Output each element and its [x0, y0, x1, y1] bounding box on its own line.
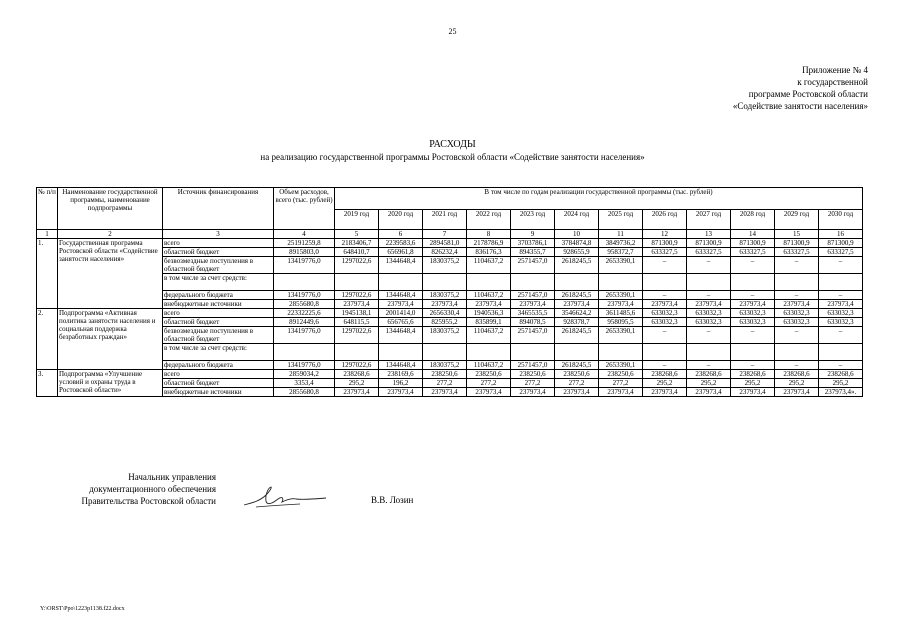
total-volume: 13419776,0 — [274, 327, 335, 344]
header-year: 2020 год — [379, 210, 423, 230]
year-value: 1344648,4 — [379, 327, 423, 344]
year-value: 1830375,2 — [423, 327, 467, 344]
year-value: 2653390,1 — [599, 361, 643, 370]
year-value: 277,2 — [467, 379, 511, 388]
year-value: 928378,7 — [555, 318, 599, 327]
year-value: 871300,9 — [643, 239, 687, 248]
year-value: – — [775, 291, 819, 300]
year-value: 237973,4 — [555, 300, 599, 309]
column-number: 14 — [731, 230, 775, 239]
funding-source: областной бюджет — [163, 379, 274, 388]
column-number: 9 — [511, 230, 555, 239]
table-row — [37, 239, 863, 248]
column-number: 1 — [37, 230, 58, 239]
year-value: 237973,4 — [599, 388, 643, 397]
year-value: 237973,4 — [599, 300, 643, 309]
funding-source: областной бюджет — [163, 318, 274, 327]
year-value — [511, 274, 555, 291]
year-value: 1830375,2 — [423, 257, 467, 274]
year-value: 958095,5 — [599, 318, 643, 327]
year-value: 633032,3 — [731, 318, 775, 327]
year-value: 871300,9 — [687, 239, 731, 248]
year-value: 238268,6 — [731, 370, 775, 379]
year-value: 1830375,2 — [423, 361, 467, 370]
year-value: 633327,5 — [819, 248, 863, 257]
total-volume: 13419776,0 — [274, 361, 335, 370]
year-value: 2571457,0 — [511, 291, 555, 300]
column-number: 4 — [274, 230, 335, 239]
column-number: 16 — [819, 230, 863, 239]
funding-source: безвозмездные поступления в областной бюджет — [163, 257, 274, 274]
funding-source: внебюджетные источники — [163, 388, 274, 397]
funding-source: безвозмездные поступления в областной бюджет — [163, 327, 274, 344]
year-value: 295,2 — [819, 379, 863, 388]
column-number: 5 — [335, 230, 379, 239]
year-value — [599, 344, 643, 361]
year-value: – — [643, 291, 687, 300]
year-value — [599, 274, 643, 291]
position-line: Правительства Ростовской области — [81, 496, 216, 506]
year-value — [819, 274, 863, 291]
total-volume: 3353,4 — [274, 379, 335, 388]
header-year: 2019 год — [335, 210, 379, 230]
column-number: 7 — [423, 230, 467, 239]
year-value: – — [819, 327, 863, 344]
year-value: – — [643, 257, 687, 274]
year-value: 295,2 — [775, 379, 819, 388]
year-value: 633327,5 — [731, 248, 775, 257]
year-value: 1940536,3 — [467, 309, 511, 318]
year-value: 1945138,1 — [335, 309, 379, 318]
year-value: 237973,4 — [511, 300, 555, 309]
row-number: 2. — [37, 309, 58, 370]
appendix-heading — [648, 64, 868, 112]
year-value — [643, 344, 687, 361]
year-value: 237973,4 — [775, 300, 819, 309]
year-value: 238250,6 — [599, 370, 643, 379]
year-value: – — [775, 257, 819, 274]
position-line: Начальник управления — [128, 472, 216, 482]
header-year: 2024 год — [555, 210, 599, 230]
year-value: 633032,3 — [643, 309, 687, 318]
year-value: 3849736,2 — [599, 239, 643, 248]
column-number: 8 — [467, 230, 511, 239]
funding-source: областной бюджет — [163, 248, 274, 257]
year-value: 2656330,4 — [423, 309, 467, 318]
funding-source: всего — [163, 309, 274, 318]
expenditure-table — [36, 187, 863, 397]
year-value: 633327,5 — [687, 248, 731, 257]
funding-source: всего — [163, 370, 274, 379]
year-value: 237973,4 — [511, 388, 555, 397]
year-value: 295,2 — [643, 379, 687, 388]
total-volume: 22332225,6 — [274, 309, 335, 318]
year-value: 238268,6 — [775, 370, 819, 379]
year-value: 238250,6 — [555, 370, 599, 379]
column-number: 3 — [163, 230, 274, 239]
year-value: 196,2 — [379, 379, 423, 388]
year-value: 3784874,8 — [555, 239, 599, 248]
year-value — [511, 344, 555, 361]
year-value: 1344648,4 — [379, 257, 423, 274]
appendix-line: «Содействие занятости населения» — [732, 101, 868, 111]
document-subtitle: на реализацию государственной программы Ростовской области «Содействие занятости населения» — [260, 152, 645, 162]
year-value: 237973,4 — [467, 388, 511, 397]
year-value: 2618245,5 — [555, 257, 599, 274]
year-value: 2571457,0 — [511, 327, 555, 344]
column-number: 6 — [379, 230, 423, 239]
year-value: 3546624,2 — [555, 309, 599, 318]
year-value — [819, 344, 863, 361]
year-value: 237973,4 — [467, 300, 511, 309]
program-name: Подпрограмма «Активная политика занятости населения и социальная поддержка безработных граждан» — [58, 309, 163, 370]
header-year: 2026 год — [643, 210, 687, 230]
year-value: 871300,9 — [819, 239, 863, 248]
table-row — [37, 309, 863, 318]
year-value — [555, 344, 599, 361]
year-value: 2618245,5 — [555, 327, 599, 344]
column-number: 12 — [643, 230, 687, 239]
year-value: 633327,5 — [643, 248, 687, 257]
funding-source: в том числе за счет средств: — [163, 344, 274, 361]
year-value: 238169,6 — [379, 370, 423, 379]
year-value: 871300,9 — [731, 239, 775, 248]
year-value — [467, 274, 511, 291]
year-value: 295,2 — [335, 379, 379, 388]
total-volume — [274, 274, 335, 291]
year-value: 237973,4 — [423, 300, 467, 309]
year-value: 277,2 — [555, 379, 599, 388]
year-value — [731, 274, 775, 291]
year-value: 237973,4 — [555, 388, 599, 397]
appendix-line: программе Ростовской области — [748, 89, 868, 99]
year-value: 237973,4 — [643, 300, 687, 309]
year-value — [423, 344, 467, 361]
document-title: РАСХОДЫ — [429, 139, 476, 150]
year-value — [775, 344, 819, 361]
year-value: 648115,5 — [335, 318, 379, 327]
year-value: 237973,4 — [643, 388, 687, 397]
year-value — [775, 274, 819, 291]
year-value: 836176,3 — [467, 248, 511, 257]
year-value: 1297022,6 — [335, 361, 379, 370]
header-volume: Объем расходов, всего (тыс. рублей) — [274, 188, 335, 230]
year-value: – — [687, 327, 731, 344]
year-value: 633032,3 — [775, 309, 819, 318]
year-value: 3611485,6 — [599, 309, 643, 318]
funding-source: всего — [163, 239, 274, 248]
year-value: 237973,4 — [379, 300, 423, 309]
header-year: 2021 год — [423, 210, 467, 230]
year-value: 1104637,2 — [467, 257, 511, 274]
row-number: 3. — [37, 370, 58, 397]
total-volume: 8912449,6 — [274, 318, 335, 327]
year-value: 237973,4 — [687, 388, 731, 397]
year-value — [379, 344, 423, 361]
page-number: 25 — [448, 27, 457, 36]
year-value: 237973,4 — [819, 300, 863, 309]
appendix-line: Приложение № 4 — [802, 65, 868, 75]
year-value: 237973,4 — [731, 300, 775, 309]
year-value: 2571457,0 — [511, 257, 555, 274]
year-value: 826232,4 — [423, 248, 467, 257]
column-number: 15 — [775, 230, 819, 239]
file-path: Y:\ORST\Ppo\1223p1138.f22.docx — [40, 606, 125, 612]
header-name: Наименование государственной программы, наименование подпрограммы — [58, 188, 163, 230]
header-year: 2030 год — [819, 210, 863, 230]
header-years-caption: В том числе по годам реализации государственной программы (тыс. рублей) — [335, 188, 863, 210]
year-value: 1104637,2 — [467, 327, 511, 344]
column-number: 2 — [58, 230, 163, 239]
year-value: 295,2 — [687, 379, 731, 388]
year-value: 656961,8 — [379, 248, 423, 257]
year-value: 1344648,4 — [379, 361, 423, 370]
year-value: 238268,6 — [335, 370, 379, 379]
year-value: 237973,4 — [379, 388, 423, 397]
year-value: 928655,9 — [555, 248, 599, 257]
appendix-line: к государственной — [797, 77, 868, 87]
year-value: – — [643, 327, 687, 344]
year-value: 2653390,1 — [599, 327, 643, 344]
header-num: № п/п — [37, 188, 58, 230]
year-value: 1104637,2 — [467, 361, 511, 370]
year-value — [687, 274, 731, 291]
program-name: Подпрограмма «Улучшение условий и охраны труда в Ростовской области» — [58, 370, 163, 397]
year-value: 237973,4 — [687, 300, 731, 309]
column-number: 10 — [555, 230, 599, 239]
year-value — [643, 274, 687, 291]
year-value: 2239583,6 — [379, 239, 423, 248]
year-value — [687, 344, 731, 361]
year-value: 2618245,5 — [555, 361, 599, 370]
year-value — [555, 274, 599, 291]
year-value: – — [643, 361, 687, 370]
year-value: 633032,3 — [643, 318, 687, 327]
year-value: 237973,4». — [819, 388, 863, 397]
year-value: 1297022,6 — [335, 291, 379, 300]
year-value: 835899,1 — [467, 318, 511, 327]
handwritten-signature — [238, 483, 348, 517]
year-value: 633032,3 — [731, 309, 775, 318]
year-value: – — [731, 291, 775, 300]
year-value: – — [687, 291, 731, 300]
year-value: 1297022,6 — [335, 257, 379, 274]
year-value: 2653390,1 — [599, 257, 643, 274]
total-volume: 2859034,2 — [274, 370, 335, 379]
year-value: – — [731, 327, 775, 344]
funding-source: федерального бюджета — [163, 361, 274, 370]
year-value: 238268,6 — [687, 370, 731, 379]
year-value — [423, 274, 467, 291]
year-value: 1297022,6 — [335, 327, 379, 344]
year-value: 3703786,1 — [511, 239, 555, 248]
year-value — [467, 344, 511, 361]
year-value: 1104637,2 — [467, 291, 511, 300]
year-value: 3465535,5 — [511, 309, 555, 318]
year-value: – — [731, 361, 775, 370]
header-year: 2022 год — [467, 210, 511, 230]
signature-position — [46, 471, 216, 507]
year-value: 238250,6 — [423, 370, 467, 379]
year-value: 1344648,4 — [379, 291, 423, 300]
year-value: 238250,6 — [467, 370, 511, 379]
year-value: 871300,9 — [775, 239, 819, 248]
row-number: 1. — [37, 239, 58, 309]
column-number: 13 — [687, 230, 731, 239]
year-value — [379, 274, 423, 291]
year-value: 237973,4 — [423, 388, 467, 397]
header-source: Источник финансирования — [163, 188, 274, 230]
header-year: 2023 год — [511, 210, 555, 230]
total-volume: 8915803,0 — [274, 248, 335, 257]
column-number: 11 — [599, 230, 643, 239]
year-value: – — [819, 361, 863, 370]
total-volume: 2855680,8 — [274, 300, 335, 309]
year-value: 1830375,2 — [423, 291, 467, 300]
year-value: 277,2 — [599, 379, 643, 388]
header-year: 2028 год — [731, 210, 775, 230]
total-volume: 25191259,8 — [274, 239, 335, 248]
funding-source: федерального бюджета — [163, 291, 274, 300]
year-value — [335, 274, 379, 291]
year-value — [731, 344, 775, 361]
year-value: 238250,6 — [511, 370, 555, 379]
year-value: 237973,4 — [335, 300, 379, 309]
funding-source: внебюджетные источники — [163, 300, 274, 309]
year-value: – — [687, 361, 731, 370]
year-value: 295,2 — [731, 379, 775, 388]
total-volume: 13419776,0 — [274, 257, 335, 274]
table-row — [37, 370, 863, 379]
year-value: 2001414,0 — [379, 309, 423, 318]
year-value: 633032,3 — [775, 318, 819, 327]
year-value: – — [687, 257, 731, 274]
year-value: 2571457,0 — [511, 361, 555, 370]
year-value: 894355,7 — [511, 248, 555, 257]
year-value: 2183406,7 — [335, 239, 379, 248]
year-value: 238268,6 — [643, 370, 687, 379]
year-value: 238268,6 — [819, 370, 863, 379]
total-volume — [274, 344, 335, 361]
year-value: 633327,5 — [775, 248, 819, 257]
year-value: 656765,6 — [379, 318, 423, 327]
year-value: 633032,3 — [819, 318, 863, 327]
year-value: 894078,5 — [511, 318, 555, 327]
year-value: 277,2 — [423, 379, 467, 388]
total-volume: 13419776,0 — [274, 291, 335, 300]
year-value: 2178786,9 — [467, 239, 511, 248]
year-value: – — [819, 291, 863, 300]
program-name: Государственная программа Ростовской области «Содействие занятости населения» — [58, 239, 163, 309]
header-year: 2027 год — [687, 210, 731, 230]
year-value: – — [819, 257, 863, 274]
year-value: – — [731, 257, 775, 274]
funding-source: в том числе за счет средств: — [163, 274, 274, 291]
year-value: 633032,3 — [819, 309, 863, 318]
year-value: 825955,2 — [423, 318, 467, 327]
year-value: 2618245,5 — [555, 291, 599, 300]
year-value: 2653390,1 — [599, 291, 643, 300]
year-value: 277,2 — [511, 379, 555, 388]
year-value: – — [775, 327, 819, 344]
header-year: 2029 год — [775, 210, 819, 230]
year-value: 633032,3 — [687, 318, 731, 327]
position-line: документационного обеспечения — [89, 484, 216, 494]
total-volume: 2855680,8 — [274, 388, 335, 397]
year-value — [335, 344, 379, 361]
year-value: 958372,7 — [599, 248, 643, 257]
year-value: 237973,4 — [731, 388, 775, 397]
year-value: – — [775, 361, 819, 370]
year-value: 2894581,0 — [423, 239, 467, 248]
year-value: 648410,7 — [335, 248, 379, 257]
header-year: 2025 год — [599, 210, 643, 230]
year-value: 237973,4 — [335, 388, 379, 397]
year-value: 237973,4 — [775, 388, 819, 397]
signatory-name: В.В. Лозин — [371, 495, 414, 505]
year-value: 633032,3 — [687, 309, 731, 318]
